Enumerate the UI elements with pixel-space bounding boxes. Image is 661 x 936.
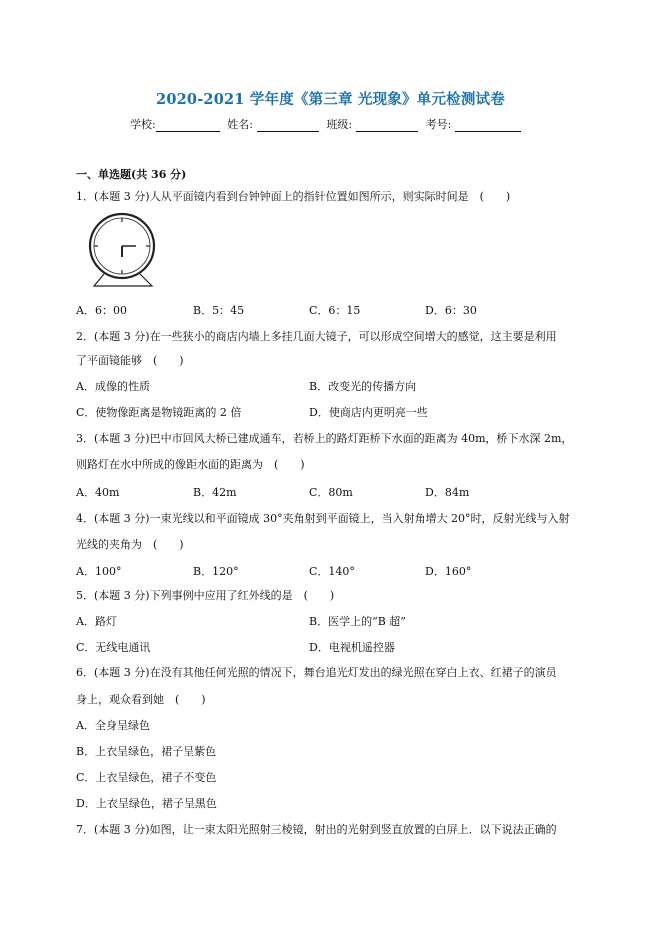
clock-figure: [86, 210, 160, 290]
class-label: 班级:: [326, 118, 353, 131]
exam-no-label: 考号:: [425, 118, 452, 131]
question-3-text: 3．(本题 3 分)巴中市回风大桥已建成通车，若桥上的路灯距桥下水面的距离为 40m，桥下水深 2m，: [76, 432, 573, 445]
option-c[interactable]: C．无线电通讯: [76, 641, 151, 654]
question-6-text-cont: 身上，观众看到她 ( ): [76, 693, 206, 706]
option-a[interactable]: A．100°: [76, 565, 122, 578]
option-d[interactable]: D．上衣呈绿色，裙子呈黑色: [76, 797, 217, 810]
question-5-text: 5．(本题 3 分)下列事例中应用了红外线的是 ( ): [76, 589, 335, 602]
option-c[interactable]: C．140°: [309, 565, 355, 578]
option-a[interactable]: A．40m: [76, 486, 120, 499]
class-blank[interactable]: [356, 119, 418, 132]
option-b[interactable]: B．120°: [193, 565, 239, 578]
option-a[interactable]: A．全身呈绿色: [76, 719, 150, 732]
question-4-text: 4．(本题 3 分)一束光线以和平面镜成 30°夹角射到平面镜上，当入射角增大 20°时，反射光线与入射: [76, 512, 570, 525]
option-a[interactable]: A．路灯: [76, 615, 117, 628]
option-d[interactable]: D．电视机遥控器: [309, 641, 395, 654]
option-b[interactable]: B．医学上的“B 超”: [309, 615, 406, 628]
question-6-text: 6．(本题 3 分)在没有其他任何光照的情况下，舞台追光灯发出的绿光照在穿白上衣、红裙子的演员: [76, 666, 557, 679]
option-d[interactable]: D．使商店内更明亮一些: [309, 406, 428, 419]
page-title: 2020-2021 学年度《第三章 光现象》单元检测试卷: [156, 91, 505, 108]
question-3-text-cont: 则路灯在水中所成的像距水面的距离为 ( ): [76, 458, 305, 471]
option-a[interactable]: A．6：00: [76, 304, 127, 317]
option-b[interactable]: B．上衣呈绿色，裙子呈紫色: [76, 745, 217, 758]
option-d[interactable]: D．6：30: [425, 304, 477, 317]
option-d[interactable]: D．84m: [425, 486, 470, 499]
question-7-text: 7．(本题 3 分)如图，让一束太阳光照射三棱镜，射出的光射到竖直放置的白屏上．以下说法正确的: [76, 823, 557, 836]
option-a[interactable]: A．成像的性质: [76, 380, 150, 393]
exam-no-blank[interactable]: [455, 119, 521, 132]
option-c[interactable]: C．使物像距离是物镜距离的 2 倍: [76, 406, 242, 419]
school-blank[interactable]: [156, 119, 220, 132]
option-c[interactable]: C．80m: [309, 486, 353, 499]
question-2-text: 2．(本题 3 分)在一些狭小的商店内墙上多挂几面大镜子，可以形成空间增大的感觉，这主要是利用: [76, 330, 557, 343]
question-1-text: 1．(本题 3 分)人从平面镜内看到台钟钟面上的指针位置如图所示，则实际时间是 ( ): [76, 190, 511, 203]
student-info-line: [130, 116, 521, 132]
question-2-text-cont: 了平面镜能够 ( ): [76, 354, 184, 367]
section-heading: 一、单选题(共 36 分): [76, 168, 187, 181]
option-c[interactable]: C．上衣呈绿色，裙子不变色: [76, 771, 217, 784]
name-blank[interactable]: [257, 119, 319, 132]
option-d[interactable]: D．160°: [425, 565, 472, 578]
option-b[interactable]: B．5：45: [193, 304, 245, 317]
option-b[interactable]: B．42m: [193, 486, 237, 499]
name-label: 姓名:: [227, 118, 253, 131]
option-b[interactable]: B．改变光的传播方向: [309, 380, 417, 393]
question-4-text-cont: 光线的夹角为 ( ): [76, 538, 184, 551]
option-c[interactable]: C．6：15: [309, 304, 361, 317]
school-label: 学校:: [130, 118, 156, 131]
